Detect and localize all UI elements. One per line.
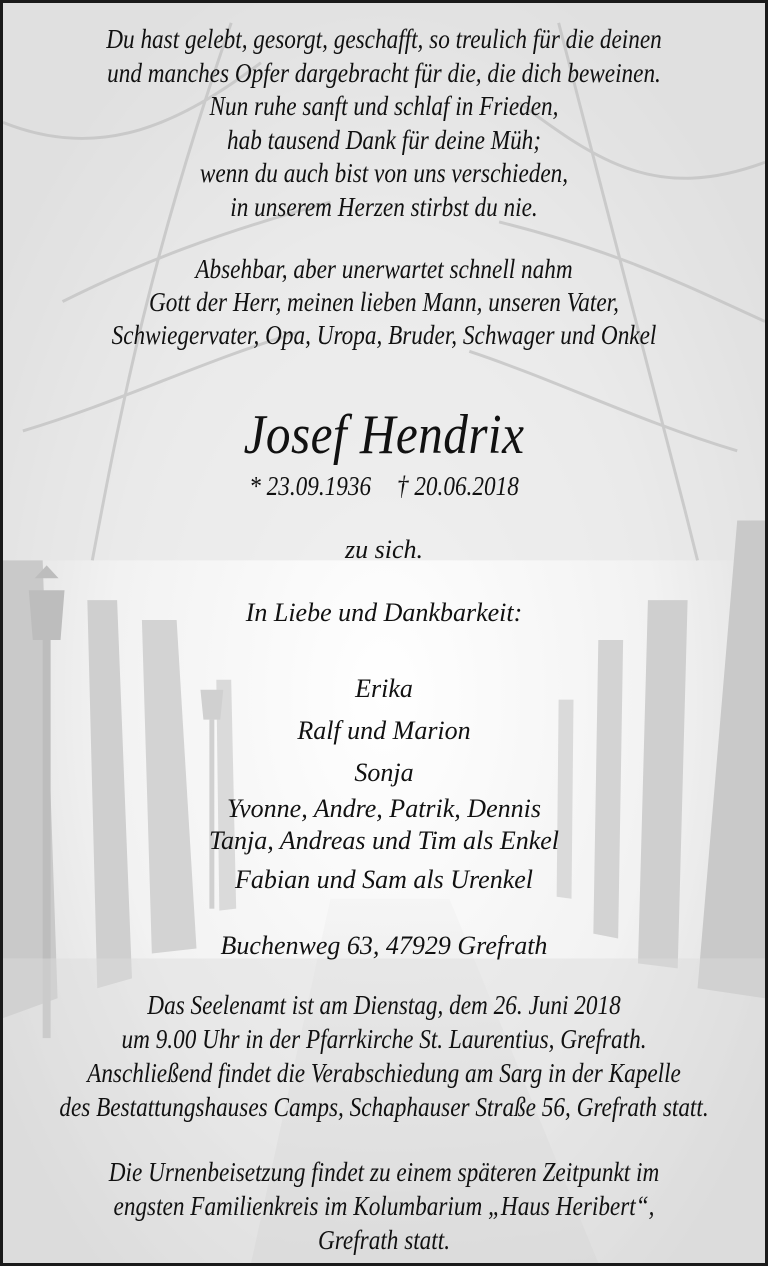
thanks-heading: In Liebe und Dankbarkeit: [245,598,523,627]
service-details [56,988,711,1124]
family-member: Tanja, Andreas und Tim als Enkel [208,826,560,855]
family-member: Erika [355,674,413,703]
poem-line: hab tausend Dank für deine Müh; [226,124,542,155]
poem-line: und manches Opfer dargebracht für die, die dich beweinen. [107,57,661,88]
deceased-name: Josef Hendrix [243,404,525,466]
urn-line: Grefrath statt. [317,1225,451,1255]
poem-line: Nun ruhe sanft und schlaf in Frieden, [209,91,559,121]
family-address: Buchenweg 63, 47929 Grefrath [220,931,548,960]
service-line: Das Seelenamt ist am Dienstag, dem 26. Juni 2018 [147,990,621,1020]
poem-line: Du hast gelebt, gesorgt, geschafft, so treulich für die deinen [106,24,662,54]
notice-content [3,3,765,1263]
service-line: des Bestattungshauses Camps, Schaphauser Straße 56, Grefrath statt. [59,1092,709,1122]
family-group-children [3,668,765,794]
family-member: Sonja [354,758,414,787]
birth-date: * 23.09.1936 [249,471,372,501]
service-line: Anschließend findet die Verabschiedung am Sarg in der Kapelle [87,1058,681,1088]
poem-line: wenn du auch bist von uns verschieden, [199,158,569,188]
poem-line: in unserem Herzen stirbst du nie. [230,191,538,222]
intro-line: Schwiegervater, Opa, Uropa, Bruder, Schwager und Onkel [111,320,657,350]
closing-phrase: zu sich. [345,535,423,564]
death-date: † 20.06.2018 [396,471,519,501]
urn-line: Die Urnenbeisetzung findet zu einem späteren Zeitpunkt im [108,1157,660,1187]
announcement-intro [56,253,711,352]
family-member: Yvonne, Andre, Patrik, Dennis [227,794,541,823]
family-member: Ralf und Marion [297,716,471,745]
intro-line: Gott der Herr, meinen lieben Mann, unseren Vater, [149,287,619,317]
intro-line: Absehbar, aber unerwartet schnell nahm [195,254,573,284]
life-dates [56,469,711,503]
urn-line: engsten Familienkreis im Kolumbarium „Haus Heribert“, [113,1191,655,1221]
poem [56,23,711,224]
family-member: Fabian und Sam als Urenkel [235,865,533,894]
family-group-great-grandchildren [3,863,765,897]
service-line: um 9.00 Uhr in der Pfarrkirche St. Laurentius, Grefrath. [121,1024,647,1054]
urn-burial-details [56,1155,711,1257]
family-group-grandchildren [3,793,765,857]
